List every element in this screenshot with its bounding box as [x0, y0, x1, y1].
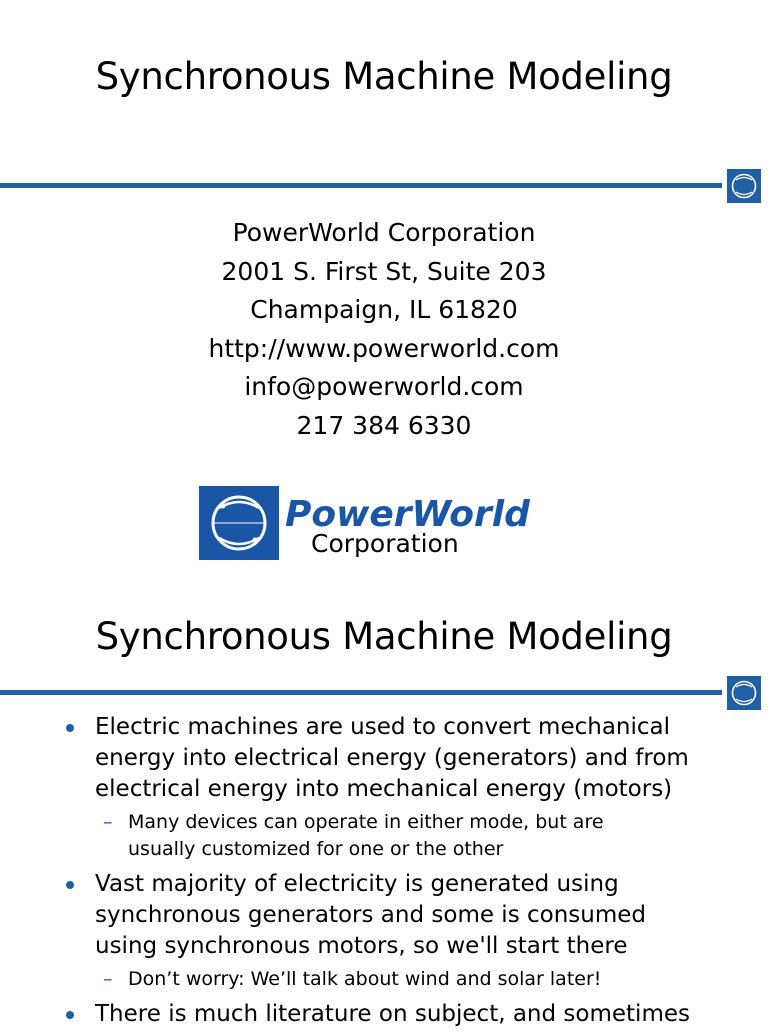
- bullet-item: [66, 712, 756, 805]
- bullet-item: [66, 869, 756, 962]
- bullet-line: using synchronous motors, so we'll start there: [95, 933, 628, 959]
- phone-number: 217 384 6330: [296, 410, 472, 440]
- bullet-line: electrical energy into mechanical energy (motors): [95, 776, 673, 802]
- bullet-item: [66, 999, 756, 1030]
- bullet-list: [66, 712, 756, 1034]
- email-link[interactable]: info@powerworld.com: [244, 372, 524, 402]
- street-address: 2001 S. First St, Suite 203: [221, 256, 547, 286]
- sub-bullet-line: Don’t worry: We’ll talk about wind and solar later!: [128, 968, 602, 990]
- sub-bullet-dash: –: [103, 811, 113, 833]
- title-divider: [0, 690, 722, 695]
- city-state-zip: Champaign, IL 61820: [250, 295, 518, 325]
- slide-title: Synchronous Machine Modeling: [95, 55, 673, 98]
- bullet-dot-icon: [66, 1011, 74, 1019]
- bullet-dot-icon: [66, 724, 74, 732]
- bullet-line: Vast majority of electricity is generated using: [95, 871, 619, 897]
- powerworld-globe-icon: [727, 676, 761, 710]
- slide-title: Synchronous Machine Modeling: [95, 615, 673, 658]
- bullet-line: energy into electrical energy (generators) and from: [95, 745, 689, 771]
- sub-bullet-item: [66, 809, 756, 863]
- bullet-line: There is much literature on subject, and sometimes: [95, 1001, 690, 1027]
- bullet-dot-icon: [66, 881, 74, 889]
- website-link[interactable]: http://www.powerworld.com: [208, 333, 560, 363]
- bullet-line: synchronous generators and some is consumed: [95, 902, 647, 928]
- contact-block: [0, 214, 768, 446]
- company-name: PowerWorld Corporation: [232, 218, 536, 247]
- logo-subtitle: Corporation: [311, 529, 459, 558]
- bullet-line: Electric machines are used to convert mechanical: [95, 714, 671, 740]
- sub-bullet-dash: –: [103, 968, 113, 990]
- title-divider: [0, 183, 722, 188]
- powerworld-logo: [199, 486, 559, 560]
- sub-bullet-item: [66, 966, 756, 993]
- powerworld-globe-icon: [727, 169, 761, 203]
- sub-bullet-line: usually customized for one or the other: [128, 838, 504, 860]
- sub-bullet-line: Many devices can operate in either mode, but are: [128, 811, 604, 833]
- logo-wordmark: PowerWorld: [285, 494, 530, 535]
